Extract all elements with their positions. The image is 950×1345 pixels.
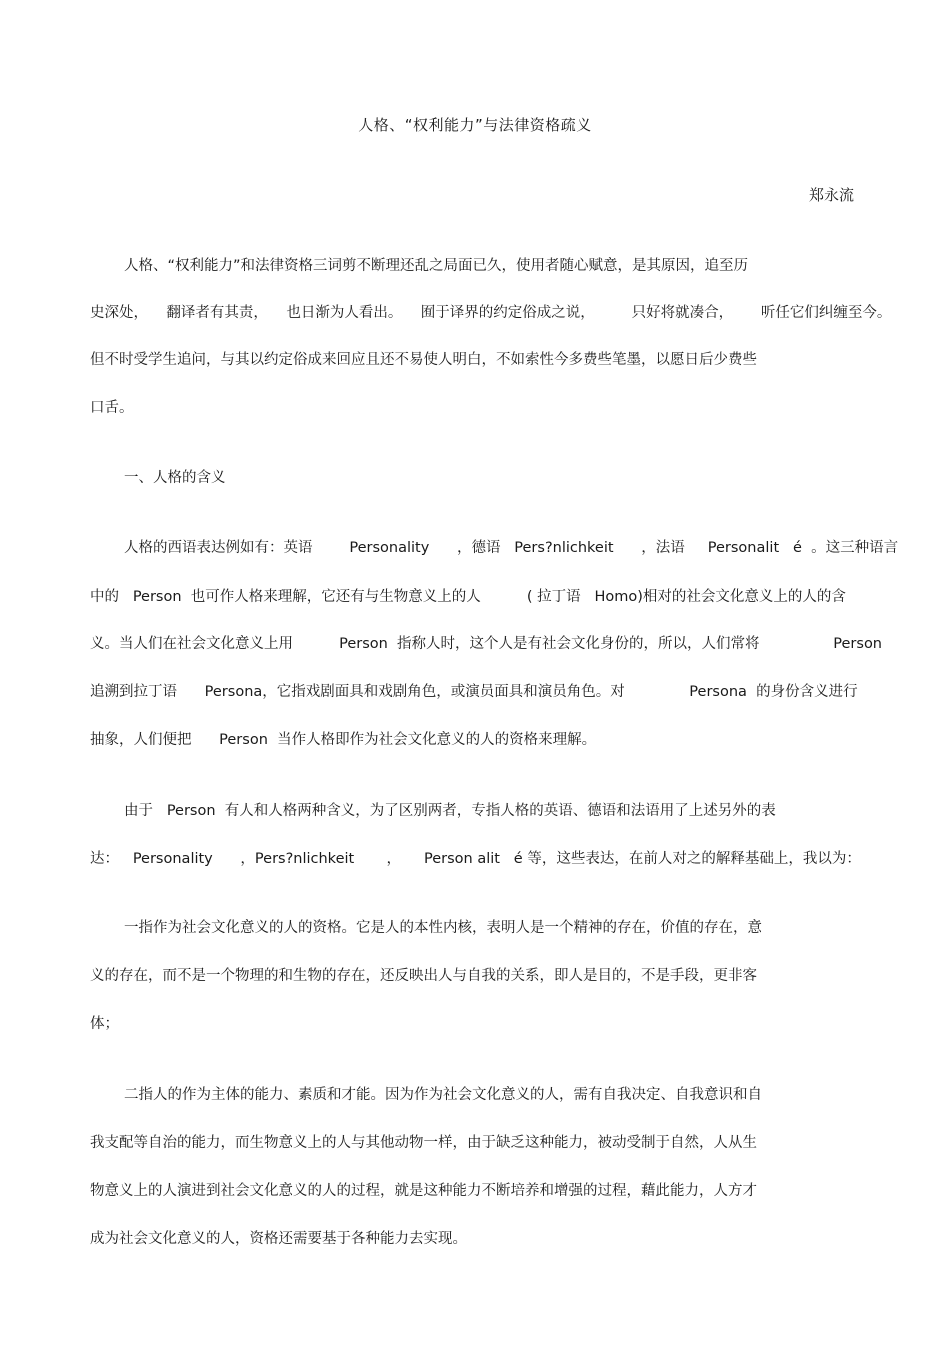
document-title: 人格、“权利能力”与法律资格疏义: [358, 116, 592, 134]
paragraph-line: 中的 Person 也可作人格来理解，它还有与生物意义上的人 ( 拉丁语 Homo)相对的社会文化意义上的人的含: [90, 589, 846, 605]
paragraph-line: 人格的西语表达例如有：英语 Personality ，德语 Pers?nlichkeit ，法语 Personalit é 。这三种语言: [124, 540, 899, 556]
paragraph-line: 由于 Person 有人和人格两种含义，为了区别两者，专指人格的英语、德语和法语用了上述另外的表: [124, 803, 776, 819]
paragraph-line: 抽象，人们便把 Person 当作人格即作为社会文化意义的人的资格来理解。: [90, 732, 597, 748]
paragraph-line: 一指作为社会文化意义的人的资格。它是人的本性内核，表明人是一个精神的存在，价值的存在，意: [124, 920, 762, 936]
paragraph-line: 我支配等自治的能力，而生物意义上的人与其他动物一样，由于缺乏这种能力，被动受制于自然，人从生: [90, 1135, 757, 1151]
paragraph-line: 义。当人们在社会文化意义上用 Person 指称人时，这个人是有社会文化身份的，所以，人们常将 Person: [90, 636, 883, 652]
paragraph-line: 成为社会文化意义的人，资格还需要基于各种能力去实现。: [90, 1231, 467, 1247]
paragraph-line: 义的存在，而不是一个物理的和生物的存在，还反映出人与自我的关系，即人是目的，不是手段，更非客: [90, 968, 757, 984]
section-heading: 一、人格的含义: [124, 470, 226, 486]
paragraph-line: 口舌。: [90, 400, 134, 416]
paragraph-line: 达： Personality ，Pers?nlichkeit ， Person alit é 等，这些表达，在前人对之的解释基础上，我以为：: [90, 851, 861, 867]
paragraph-line: 物意义上的人演进到社会文化意义的人的过程，就是这种能力不断培养和增强的过程，藉此能力，人方才: [90, 1183, 757, 1199]
paragraph-line: 追溯到拉丁语 Persona，它指戏剧面具和戏剧角色，或演员面具和演员角色。对 Persona 的身份含义进行: [90, 684, 858, 700]
document-author: 郑永流: [808, 186, 854, 204]
paragraph-line: 二指人的作为主体的能力、素质和才能。因为作为社会文化意义的人，需有自我决定、自我意识和自: [124, 1087, 762, 1103]
paragraph-line: 史深处， 翻译者有其责， 也日渐为人看出。 囿于译界的约定俗成之说， 只好将就凑合， 听任它们纠缠至今。: [90, 305, 892, 321]
paragraph-line: 但不时受学生追问，与其以约定俗成来回应且还不易使人明白，不如索性今多费些笔墨，以愿日后少费些: [90, 352, 757, 368]
paragraph-line: 体；: [90, 1016, 119, 1032]
paragraph-line: 人格、“权利能力”和法律资格三词剪不断理还乱之局面已久，使用者随心赋意，是其原因，追至历: [124, 258, 749, 274]
